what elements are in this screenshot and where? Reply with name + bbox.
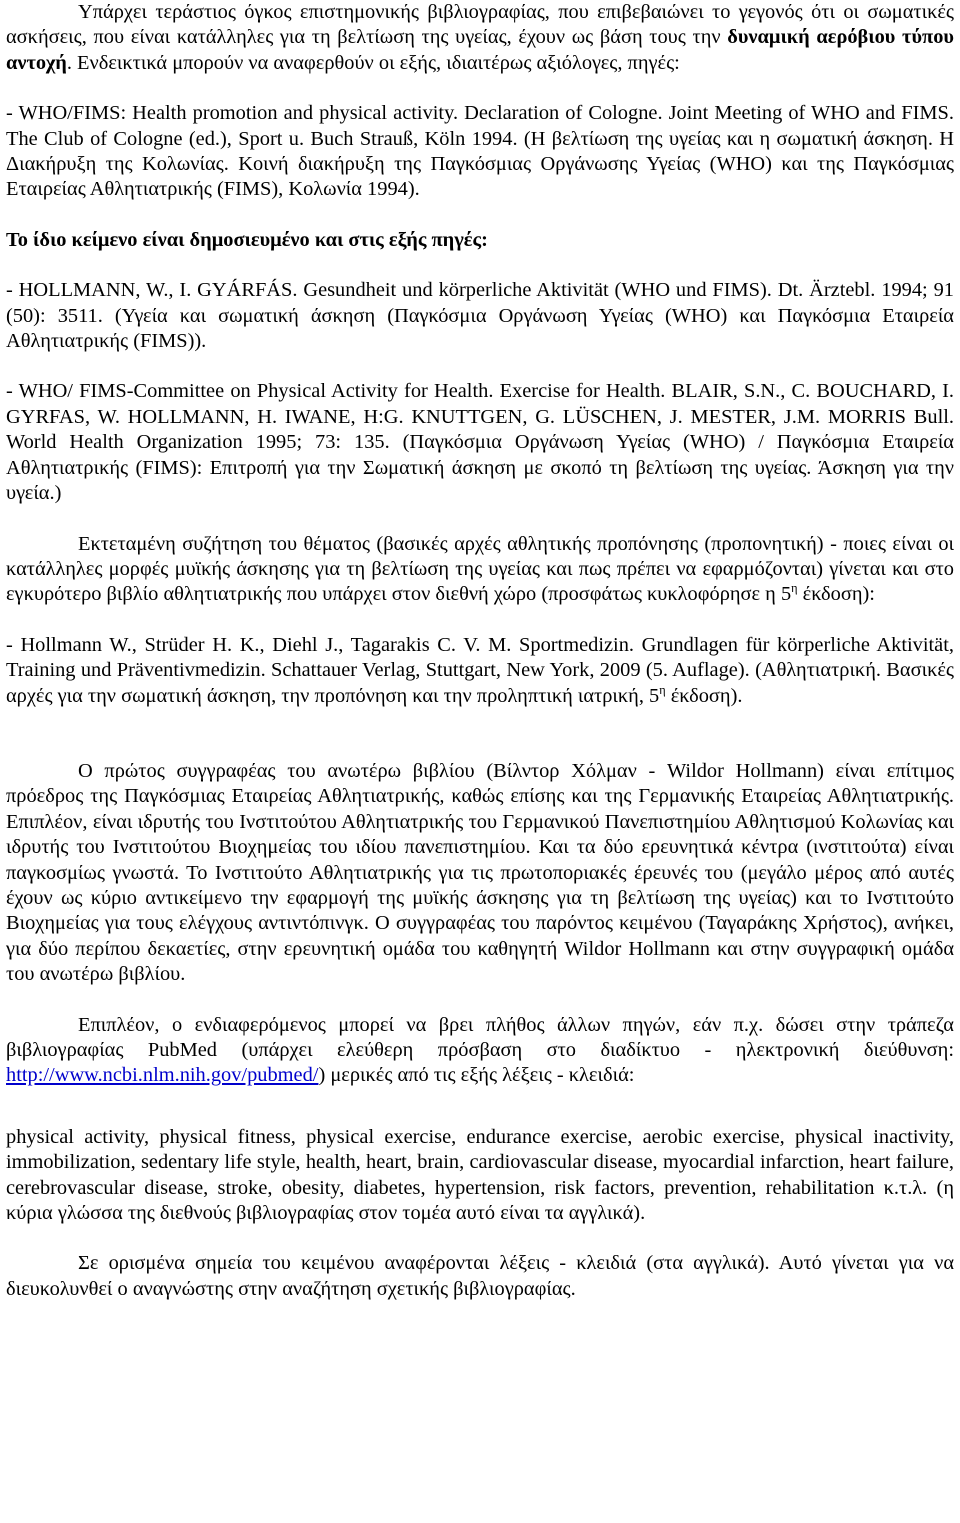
reference-hollmann-gyarfas: - HOLLMANN, W., I. GYÁRFÁS. Gesundheit und körperliche Aktivität (WHO und FIMS). Dt. Ärztebl. 1994; 91 (50): 3511. (Υγεία και σωματική άσκηση (Παγκόσμια Οργάνωση Υγείας (WHO) και Παγκόσμια Εταιρεία Αθλητιατρικής (FIMS)). <box>6 279 954 353</box>
intro-text-end: . Ενδεικτικά μπορούν να αναφερθούν οι εξής, ιδιαιτέρως αξιόλογες, πηγές: <box>66 51 680 74</box>
intro-text: Υπάρχει τεράστιος όγκος επιστημονικής βιβλιογραφίας, που επιβεβαιώνει το γεγονός ότι οι σωματικές ασκήσεις, που είναι κατάλληλες για τη βελτίωση της υγείας, έχουν ως βάση τους την <box>6 1 954 49</box>
book-reference-text-end: έκδοση). <box>665 684 743 707</box>
intro-paragraph <box>6 0 954 76</box>
closing-paragraph: Σε ορισμένα σημεία του κειμένου αναφέρονται λέξεις - κλειδιά (στα αγγλικά). Αυτό γίνεται για να διευκολυνθεί ο αναγνώστης στην αναζήτηση σχετικής βιβλιογραφίας. <box>6 1252 954 1300</box>
intro-bold-text: δυναμική αερόβιου τύπου αντοχή <box>6 26 954 74</box>
discussion-paragraph <box>6 532 954 608</box>
book-reference-text: - Hollmann W., Strüder H. K., Diehl J., Tagarakis C. V. M. Sportmedizin. Grundlagen für körperliche Aktivität, Training und Präventivmedizin. Schattauer Verlag, Stuttgart, New York, 2009 (5. Auflage). (Αθλητιατρική. Βασικές αρχές για την σωματική άσκηση, την προπόνηση και την προληπτική ιατρική, 5 <box>6 633 954 707</box>
reference-text: - WHO/FIMS: Health promotion and physical activity. Declaration of Cologne. Joint Meeting of WHO and FIMS. The Club of Cologne (ed.), Sport u. Buch Strauß, Köln 1994. (Η βελτίωση της υγείας και η σωματική άσκηση. Η <box>6 102 954 150</box>
keywords-paragraph: physical activity, physical fitness, physical exercise, endurance exercise, aerobic exercise, physical inactivity, immobilization, sedentary life style, health, heart, brain, cardiovascular disease, myocardial infarction, heart failure, cerebrovascular disease, stroke, obesity, diabetes, hypertension, risk factors, prevention, rehabilitation κ.τ.λ. (η κύρια γλώσσα της διεθνούς βιβλιογραφίας στον τομέα αυτό είναι τα αγγλικά). <box>6 1125 954 1225</box>
pubmed-text: Επιπλέον, ο ενδιαφερόμενος μπορεί να βρει πλήθος άλλων πηγών, εάν π.χ. δώσει στην τράπεζα βιβλιογραφίας PubMed (υπάρχει ελεύθερη πρόσβαση στο διαδίκτυο - ηλεκτρονική διεύθυνση: <box>6 1013 954 1061</box>
pubmed-text-end: ) μερικές από τις εξής λέξεις - κλειδιά: <box>318 1064 635 1087</box>
superscript-eta: η <box>791 581 798 596</box>
author-paragraph: Ο πρώτος συγγραφέας του ανωτέρω βιβλίου (Βίλντορ Χόλμαν - Wildor Hollmann) είναι επίτιμος πρόεδρος της Παγκόσμιας Εταιρείας Αθλητιατρικής, καθώς επίσης και της Γερμανικής Εταιρείας Αθλητιατρικής. Επιπλέον, είναι ιδρυτής του Ινστιτούτου Αθλητιατρικής του Γερμανικού Πανεπιστημίου Αθλητισμού Κολωνίας και ιδρυτής του Ινστιτούτου Βιοχημείας του ιδίου πανεπιστημίου. Και τα δύο ερευνητικά κέντρα (ινστιτούτα) είναι παγκοσμίως γνωστά. Το Ινστιτούτο Αθλητιατρικής για τις πρωτοποριακές έρευνές του (μεγάλο μέρος από αυτές έχουν ως κύριο αντικείμενο την εφαρμογή της μυϊκής άσκησης για τη βελτίωση της υγείας) και το Ινστιτούτο Βιοχημείας για τους ελέγχους αντιντόπινγκ. Ο συγγραφέας του παρόντος κειμένου (Ταγαράκης Χρήστος), ανήκει, για δύο περίπου δεκαετίες, στην ερευνητική ομάδα του καθηγητή Wildor Hollmann και στην συγγραφική ομάδα του ανωτέρω βιβλίου. <box>6 759 954 986</box>
discussion-text: Εκτεταμένη συζήτηση του θέματος (βασικές αρχές αθλητικής προπόνησης (προπονητική) - ποιες είναι οι κατάλληλες μορφές μυϊκής άσκησης για τη βελτίωση της υγείας και πως πρέπει να εφαρμόζονται) γίνεται και στο εγκυρότερο βιβλίο αθλητιατρικής που υπάρχει στον διεθνή χώρο (προσφάτως κυκλοφόρησε η 5 <box>6 532 954 606</box>
reference-who-fims-committee: - WHO/ FIMS-Committee on Physical Activity for Health. Exercise for Health. BLAIR, S.N., C. BOUCHARD, I. GYRFAS, W. HOLLMANN, H. IWANE, H:G. KNUTTGEN, G. LÜSCHEN, J. MESTER, J.M. MORRIS Bull. World Health Organization 1995; 73: 135. (Παγκόσμια Οργάνωση Υγείας (WHO) / Παγκόσμια Εταιρεία Αθλητιατρικής (FIMS): Επιτροπή για την Σωματική άσκηση με σκοπό τη βελτίωση της υγείας. Άσκηση για την υγεία.) <box>6 380 954 505</box>
reference-text-declaration: Διακήρυξη <box>6 153 97 176</box>
pubmed-paragraph <box>6 1013 954 1089</box>
reference-text-end: της Κολωνίας. Κοινή διακήρυξη της Παγκόσμιας Οργάνωσης Υγείας (WHO) και της Παγκόσμιας Εταιρείας Αθλητιατρικής (FIMS), Κολωνία 1994). <box>6 153 954 201</box>
pubmed-link[interactable]: http://www.ncbi.nlm.nih.gov/pubmed/ <box>6 1064 319 1087</box>
reference-sportmedizin-book <box>6 633 954 709</box>
superscript-eta: η <box>659 682 666 697</box>
reference-who-fims-cologne <box>6 101 954 203</box>
section-heading: Το ίδιο κείμενο είναι δημοσιευμένο και στις εξής πηγές: <box>6 228 488 251</box>
discussion-text-end: έκδοση): <box>797 583 875 606</box>
